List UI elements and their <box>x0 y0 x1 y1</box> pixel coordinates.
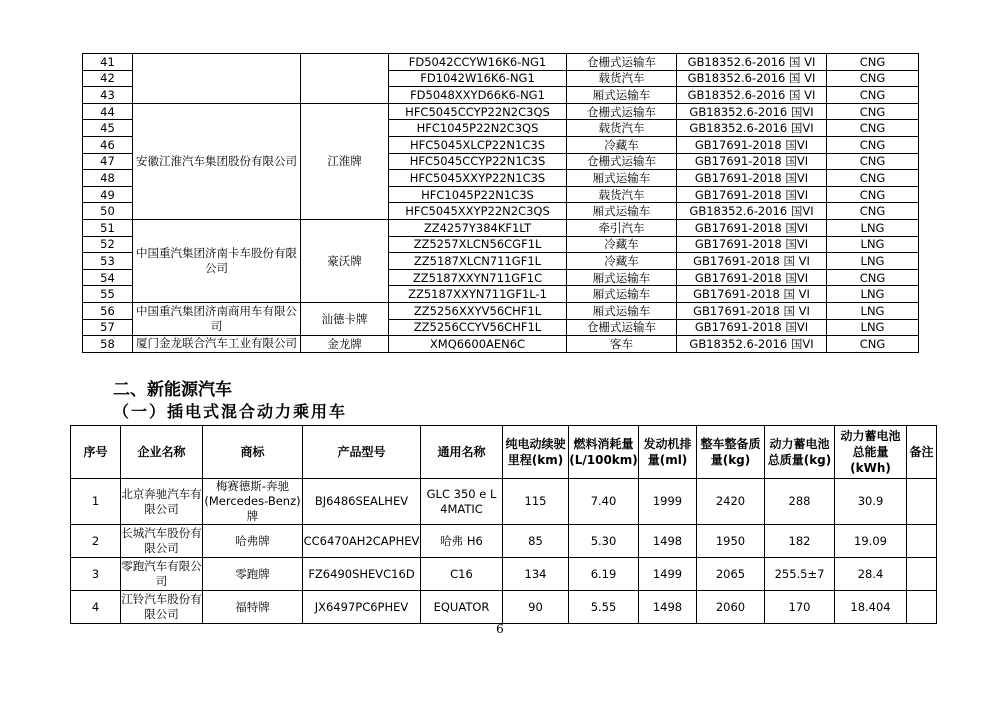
table-cell: 3 <box>71 558 121 591</box>
vehicle-type-cell: 仓栅式运输车 <box>567 319 677 336</box>
vehicle-type-cell: 仓栅式运输车 <box>567 54 677 71</box>
fuel-type-cell: CNG <box>827 103 919 120</box>
emission-standard-cell: GB18352.6-2016 国VI <box>677 103 827 120</box>
table-row <box>71 479 937 525</box>
table-row <box>83 103 919 120</box>
brand-cell: 江淮牌 <box>301 103 389 219</box>
emission-standard-cell: GB17691-2018 国VI <box>677 153 827 170</box>
vehicle-type-cell: 牵引汽车 <box>567 219 677 236</box>
table-row <box>83 302 919 319</box>
fuel-type-cell: CNG <box>827 136 919 153</box>
vehicle-type-cell: 仓栅式运输车 <box>567 103 677 120</box>
table-cell: 零跑牌 <box>203 558 303 591</box>
table-cell: 28.4 <box>835 558 907 591</box>
fuel-type-cell: CNG <box>827 269 919 286</box>
model-cell: ZZ5256CCYV56CHF1L <box>389 319 567 336</box>
table-cell: 255.5±7 <box>765 558 835 591</box>
table-row <box>83 336 919 353</box>
row-number-cell: 47 <box>83 153 133 170</box>
fuel-type-cell: CNG <box>827 153 919 170</box>
fuel-type-cell: CNG <box>827 170 919 187</box>
model-cell: HFC5045XLCP22N1C3S <box>389 136 567 153</box>
fuel-type-cell: CNG <box>827 203 919 220</box>
column-header: 发动机排量(ml) <box>639 426 697 479</box>
column-header: 通用名称 <box>421 426 503 479</box>
table-cell: 长城汽车股份有限公司 <box>121 525 203 558</box>
table-cell: 85 <box>503 525 569 558</box>
emission-standard-cell: GB17691-2018 国VI <box>677 319 827 336</box>
table-cell <box>907 479 937 525</box>
phev-passenger-car-table <box>70 425 937 624</box>
table-cell: 2 <box>71 525 121 558</box>
emission-standard-cell: GB18352.6-2016 国VI <box>677 203 827 220</box>
fuel-type-cell: LNG <box>827 253 919 270</box>
table-cell: CC6470AH2CAPHEV <box>303 525 421 558</box>
vehicle-type-cell: 厢式运输车 <box>567 269 677 286</box>
row-number-cell: 43 <box>83 87 133 104</box>
row-number-cell: 42 <box>83 70 133 87</box>
vehicle-type-cell: 载货汽车 <box>567 70 677 87</box>
table-cell: EQUATOR <box>421 591 503 624</box>
column-header: 备注 <box>907 426 937 479</box>
column-header: 序号 <box>71 426 121 479</box>
column-header: 燃料消耗量(L/100km) <box>569 426 639 479</box>
table-cell: 90 <box>503 591 569 624</box>
column-header: 整车整备质量(kg) <box>697 426 765 479</box>
vehicle-type-cell: 冷藏车 <box>567 253 677 270</box>
model-cell: XMQ6600AEN6C <box>389 336 567 353</box>
model-cell: ZZ5187XXYN711GF1C <box>389 269 567 286</box>
table-row <box>71 525 937 558</box>
table-cell: 福特牌 <box>203 591 303 624</box>
table-cell: 18.404 <box>835 591 907 624</box>
emission-standard-cell: GB18352.6-2016 国 VI <box>677 87 827 104</box>
model-cell: ZZ5187XXYN711GF1L-1 <box>389 286 567 303</box>
emission-standard-cell: GB17691-2018 国VI <box>677 186 827 203</box>
row-number-cell: 44 <box>83 103 133 120</box>
column-header: 商标 <box>203 426 303 479</box>
emission-standard-cell: GB17691-2018 国 VI <box>677 286 827 303</box>
model-cell: FD5048XXYD66K6-NG1 <box>389 87 567 104</box>
table-cell: 江铃汽车股份有限公司 <box>121 591 203 624</box>
emission-standard-cell: GB18352.6-2016 国 VI <box>677 70 827 87</box>
company-cell: 中国重汽集团济南商用车有限公司 <box>133 302 301 335</box>
row-number-cell: 51 <box>83 219 133 236</box>
company-cell: 中国重汽集团济南卡车股份有限公司 <box>133 219 301 302</box>
row-number-cell: 46 <box>83 136 133 153</box>
model-cell: ZZ5187XLCN711GF1L <box>389 253 567 270</box>
vehicle-type-cell: 载货汽车 <box>567 120 677 137</box>
model-cell: FD1042W16K6-NG1 <box>389 70 567 87</box>
page-number: 6 <box>496 622 504 636</box>
table-cell: GLC 350 e L 4MATIC <box>421 479 503 525</box>
row-number-cell: 53 <box>83 253 133 270</box>
emission-standard-cell: GB17691-2018 国VI <box>677 170 827 187</box>
fuel-type-cell: CNG <box>827 70 919 87</box>
table-cell: 梅赛德斯-奔驰(Mercedes-Benz)牌 <box>204 479 301 523</box>
table-cell <box>907 525 937 558</box>
table-cell: 2065 <box>697 558 765 591</box>
brand-cell <box>301 54 389 104</box>
table-cell: 6.19 <box>569 558 639 591</box>
table-cell: 288 <box>765 479 835 525</box>
company-cell: 安徽江淮汽车集团股份有限公司 <box>133 103 301 219</box>
table-cell: 115 <box>503 479 569 525</box>
table-cell: C16 <box>421 558 503 591</box>
emission-standard-cell: GB17691-2018 国 VI <box>677 302 827 319</box>
table-cell: 182 <box>765 525 835 558</box>
fuel-type-cell: CNG <box>827 186 919 203</box>
brand-cell: 金龙牌 <box>301 336 389 353</box>
table-cell: 4 <box>71 591 121 624</box>
vehicle-type-cell: 载货汽车 <box>567 186 677 203</box>
model-cell: HFC1045P22N1C3S <box>389 186 567 203</box>
row-number-cell: 58 <box>83 336 133 353</box>
table-cell <box>907 558 937 591</box>
table-cell: 1999 <box>639 479 697 525</box>
table2-body <box>71 479 937 624</box>
row-number-cell: 54 <box>83 269 133 286</box>
company-cell: 厦门金龙联合汽车工业有限公司 <box>133 336 301 353</box>
vehicle-type-cell: 厢式运输车 <box>567 170 677 187</box>
table-cell: 1499 <box>639 558 697 591</box>
table-cell: 1 <box>71 479 121 525</box>
table-cell: 5.55 <box>569 591 639 624</box>
model-cell: FD5042CCYW16K6-NG1 <box>389 54 567 71</box>
vehicle-type-cell: 冷藏车 <box>567 236 677 253</box>
emission-standard-cell: GB17691-2018 国VI <box>677 219 827 236</box>
table-row <box>83 54 919 71</box>
table-cell: 哈弗牌 <box>203 525 303 558</box>
brand-cell: 豪沃牌 <box>301 219 389 302</box>
table-cell: 北京奔驰汽车有限公司 <box>121 479 203 525</box>
vehicle-type-cell: 仓栅式运输车 <box>567 153 677 170</box>
table-cell: 哈弗 H6 <box>421 525 503 558</box>
section-title: 二、新能源汽车 <box>113 380 232 400</box>
row-number-cell: 48 <box>83 170 133 187</box>
fuel-type-cell: CNG <box>827 336 919 353</box>
vehicle-type-cell: 厢式运输车 <box>567 302 677 319</box>
emission-standard-cell: GB17691-2018 国VI <box>677 236 827 253</box>
emission-standard-cell: GB18352.6-2016 国VI <box>677 336 827 353</box>
brand-cell: 汕德卡牌 <box>301 302 389 335</box>
table-cell: 2420 <box>697 479 765 525</box>
company-cell <box>133 54 301 104</box>
model-cell: HFC1045P22N2C3QS <box>389 120 567 137</box>
table-cell: BJ6486SEALHEV <box>303 479 421 525</box>
column-header: 动力蓄电池总质量(kg) <box>765 426 835 479</box>
fuel-type-cell: CNG <box>827 54 919 71</box>
column-header: 企业名称 <box>121 426 203 479</box>
table-row <box>71 591 937 624</box>
table-cell: 2060 <box>697 591 765 624</box>
table-cell: 1498 <box>639 591 697 624</box>
table-cell: 134 <box>503 558 569 591</box>
vehicle-type-cell: 客车 <box>567 336 677 353</box>
vehicle-model-table-part1 <box>82 53 919 353</box>
model-cell: HFC5045CCYP22N1C3S <box>389 153 567 170</box>
emission-standard-cell: GB18352.6-2016 国 VI <box>677 54 827 71</box>
emission-standard-cell: GB18352.6-2016 国VI <box>677 120 827 137</box>
table-cell: 170 <box>765 591 835 624</box>
fuel-type-cell: LNG <box>827 219 919 236</box>
model-cell: ZZ5256XXYV56CHF1L <box>389 302 567 319</box>
table-cell <box>907 591 937 624</box>
emission-standard-cell: GB17691-2018 国VI <box>677 269 827 286</box>
row-number-cell: 41 <box>83 54 133 71</box>
table-row <box>71 558 937 591</box>
table-cell: FZ6490SHEVC16D <box>303 558 421 591</box>
model-cell: HFC5045CCYP22N2C3QS <box>389 103 567 120</box>
model-cell: HFC5045XXYP22N1C3S <box>389 170 567 187</box>
fuel-type-cell: LNG <box>827 302 919 319</box>
table-cell: 5.30 <box>569 525 639 558</box>
row-number-cell: 57 <box>83 319 133 336</box>
table-cell: 1950 <box>697 525 765 558</box>
column-header: 产品型号 <box>303 426 421 479</box>
fuel-type-cell: CNG <box>827 120 919 137</box>
table-cell: 7.40 <box>569 479 639 525</box>
fuel-type-cell: LNG <box>827 236 919 253</box>
table-row <box>83 219 919 236</box>
vehicle-type-cell: 厢式运输车 <box>567 87 677 104</box>
model-cell: ZZ5257XLCN56CGF1L <box>389 236 567 253</box>
table-cell: 零跑汽车有限公司 <box>121 558 203 591</box>
row-number-cell: 45 <box>83 120 133 137</box>
fuel-type-cell: LNG <box>827 286 919 303</box>
row-number-cell: 56 <box>83 302 133 319</box>
row-number-cell: 55 <box>83 286 133 303</box>
model-cell: HFC5045XXYP22N2C3QS <box>389 203 567 220</box>
column-header: 纯电动续驶里程(km) <box>503 426 569 479</box>
column-header: 动力蓄电池总能量(kWh) <box>835 426 907 479</box>
vehicle-type-cell: 冷藏车 <box>567 136 677 153</box>
emission-standard-cell: GB17691-2018 国 VI <box>677 253 827 270</box>
model-cell: ZZ4257Y384KF1LT <box>389 219 567 236</box>
table-cell: 1498 <box>639 525 697 558</box>
fuel-type-cell: CNG <box>827 87 919 104</box>
table-cell: 19.09 <box>835 525 907 558</box>
vehicle-type-cell: 厢式运输车 <box>567 286 677 303</box>
table-cell: 30.9 <box>835 479 907 525</box>
row-number-cell: 50 <box>83 203 133 220</box>
row-number-cell: 49 <box>83 186 133 203</box>
table2-header-row <box>71 426 937 479</box>
subsection-title: （一）插电式混合动力乘用车 <box>113 402 348 421</box>
vehicle-type-cell: 厢式运输车 <box>567 203 677 220</box>
table-cell: JX6497PC6PHEV <box>303 591 421 624</box>
fuel-type-cell: LNG <box>827 319 919 336</box>
row-number-cell: 52 <box>83 236 133 253</box>
emission-standard-cell: GB17691-2018 国VI <box>677 136 827 153</box>
table1-body <box>83 54 919 353</box>
